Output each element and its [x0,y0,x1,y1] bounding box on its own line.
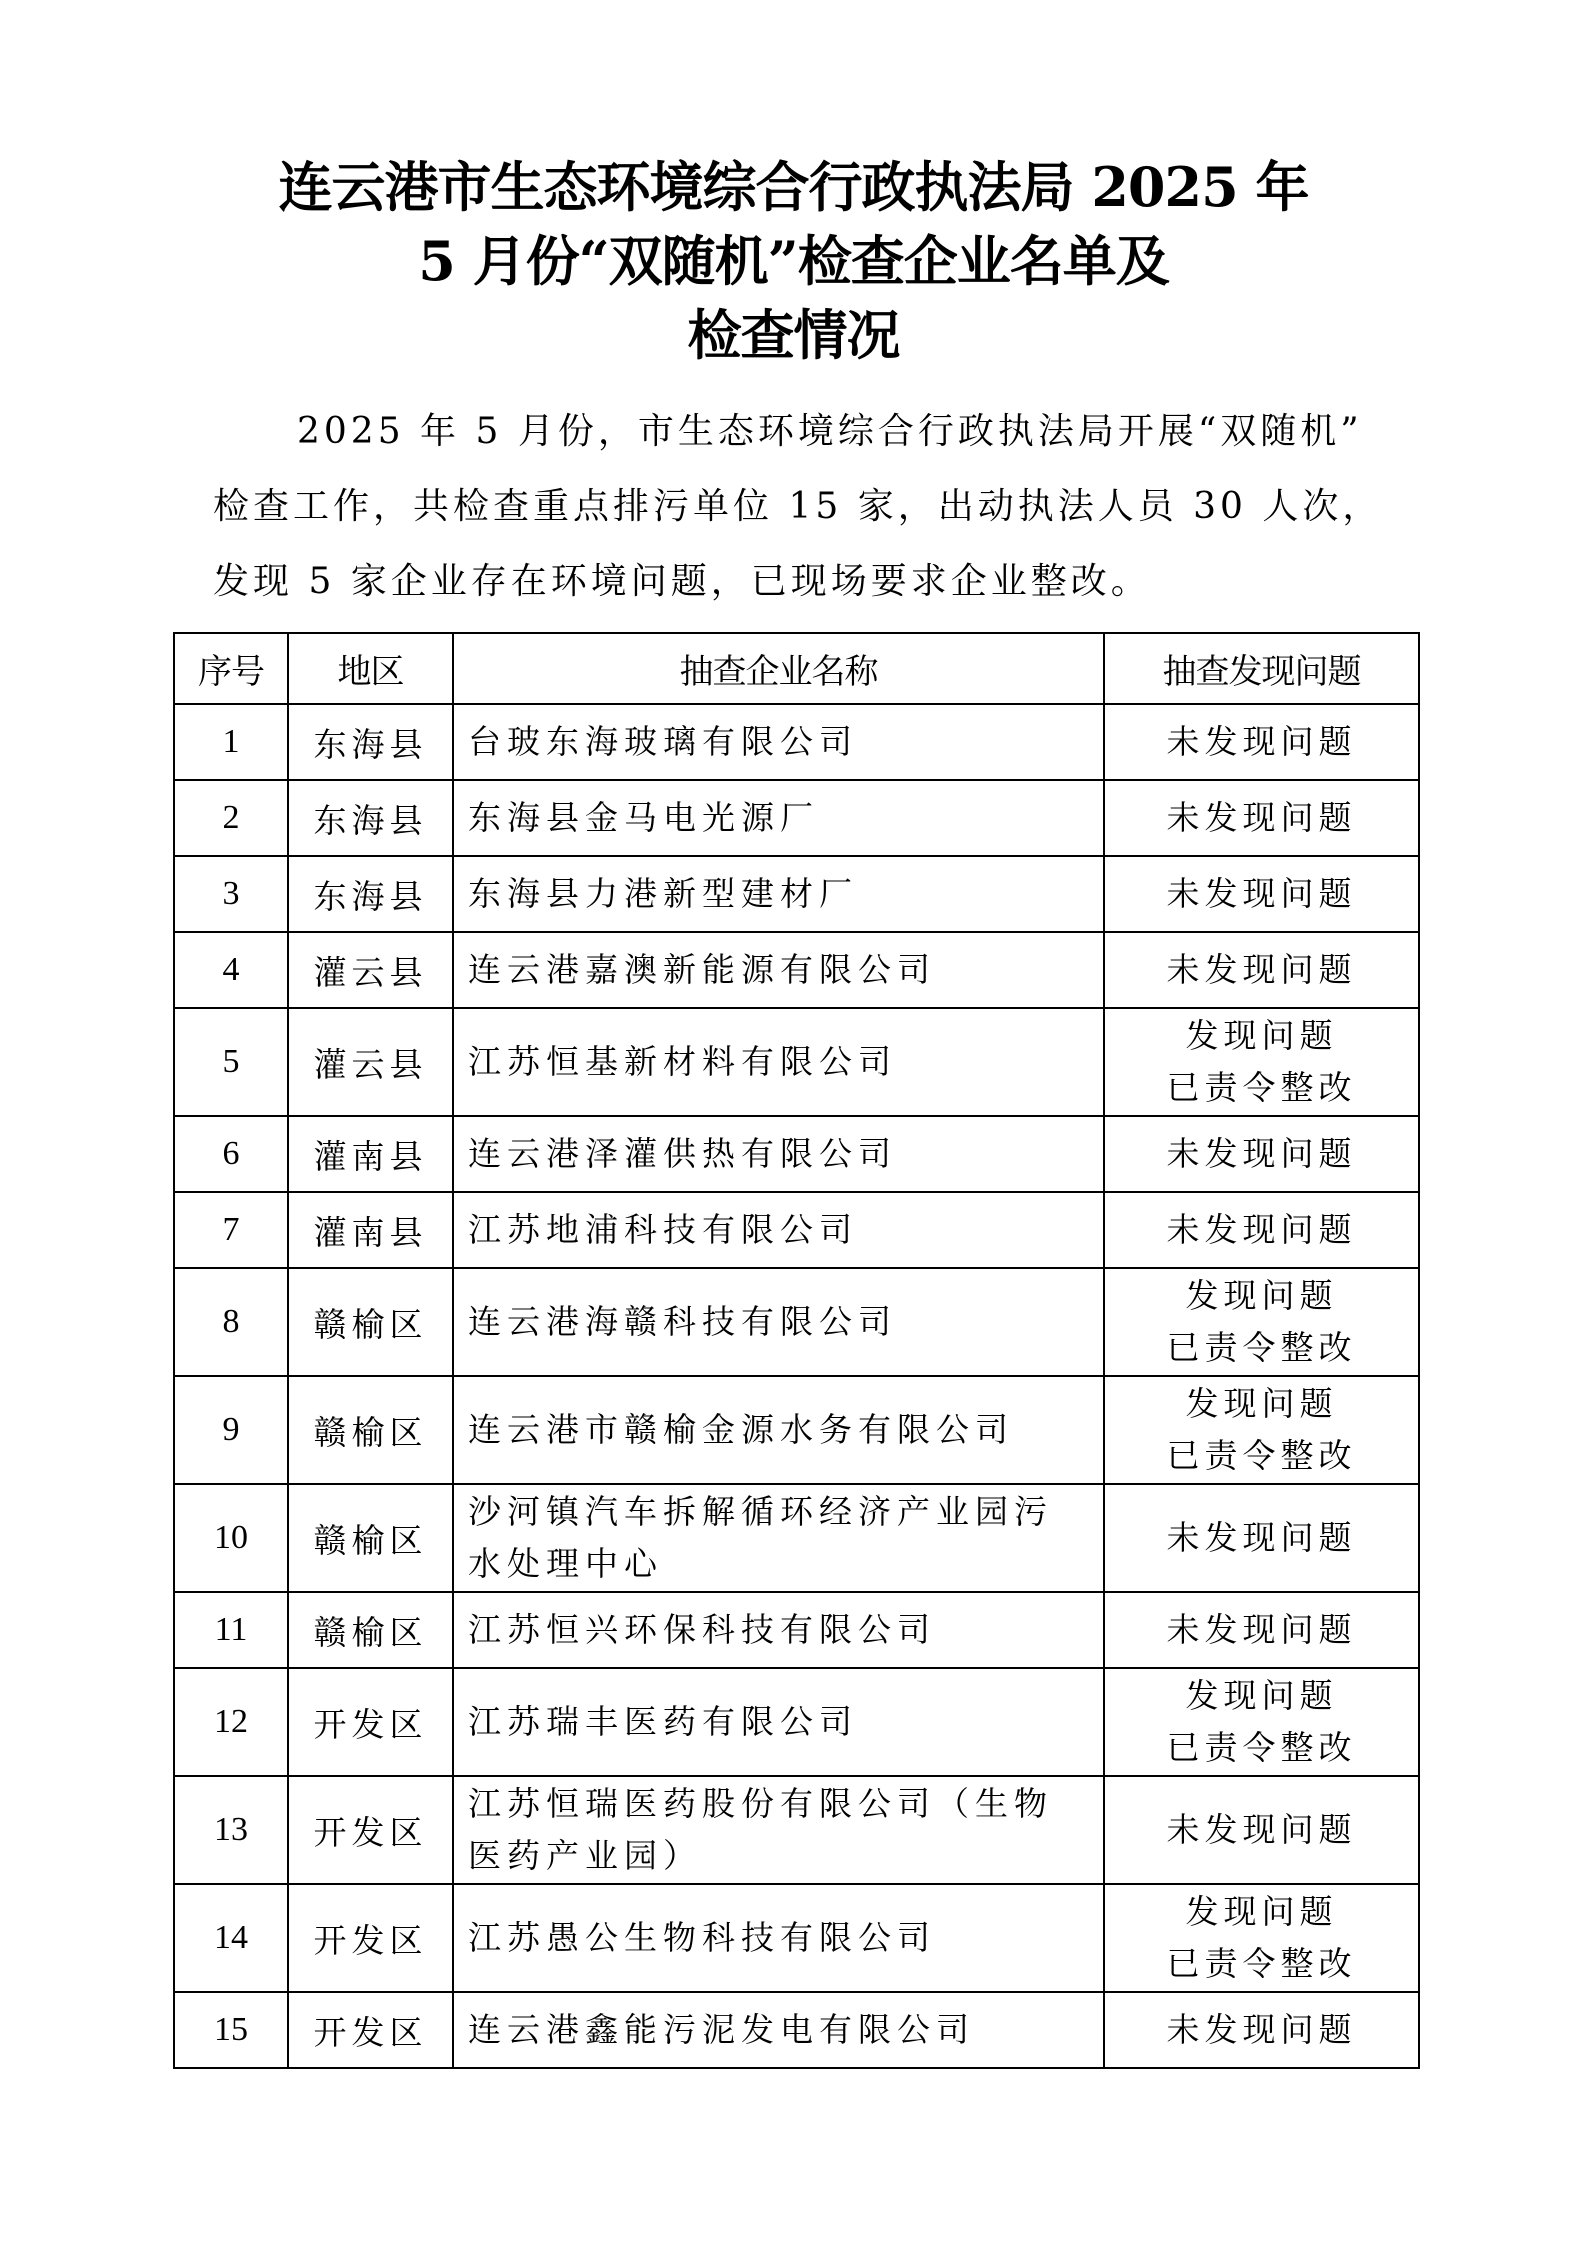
result-line: 未发现问题 [1166,950,1357,989]
cell-company [453,1884,1104,1992]
cell-region: 赣榆区 [288,1376,453,1484]
table-row [174,1592,1419,1668]
cell-company [453,704,1104,780]
intro-line-2: 检查工作，共检查重点排污单位 15 家，出动执法人员 30 人次， [213,486,1383,527]
cell-no: 15 [174,1992,288,2068]
cell-no: 9 [174,1376,288,1484]
cell-result [1104,932,1419,1008]
company-name-line: 连云港鑫能污泥发电有限公司 [468,2010,975,2049]
cell-no: 11 [174,1592,288,1668]
cell-region: 东海县 [288,856,453,932]
cell-company [453,1116,1104,1192]
cell-result [1104,1116,1419,1192]
inspection-table [173,632,1420,2069]
cell-no: 14 [174,1884,288,1992]
result-line: 未发现问题 [1166,1810,1357,1849]
cell-result [1104,1376,1419,1484]
cell-region: 灌云县 [288,932,453,1008]
cell-result [1104,1668,1419,1776]
company-name-line: 医药产业园） [468,1836,702,1875]
cell-no: 5 [174,1008,288,1116]
table-row [174,1268,1419,1376]
table-row [174,1776,1419,1884]
cell-company [453,780,1104,856]
result-line: 已责令整改 [1166,1068,1357,1107]
company-name-line: 江苏恒瑞医药股份有限公司（生物 [468,1784,1053,1823]
cell-result [1104,1008,1419,1116]
company-name-line: 水处理中心 [468,1544,663,1583]
table-row [174,1884,1419,1992]
company-name-line: 沙河镇汽车拆解循环经济产业园污 [468,1492,1053,1531]
cell-company [453,856,1104,932]
cell-no: 4 [174,932,288,1008]
cell-result [1104,780,1419,856]
result-line: 未发现问题 [1166,798,1357,837]
cell-result [1104,1992,1419,2068]
table-row [174,1668,1419,1776]
result-line: 发现问题 [1185,1892,1338,1931]
result-line: 未发现问题 [1166,874,1357,913]
cell-region: 开发区 [288,1992,453,2068]
table-row [174,932,1419,1008]
result-line: 发现问题 [1185,1676,1338,1715]
result-line: 发现问题 [1185,1276,1338,1315]
title-line-1: 连云港市生态环境综合行政执法局 2025 年 [278,155,1309,219]
table-header-row [174,633,1419,704]
table-row [174,704,1419,780]
company-name-line: 江苏愚公生物科技有限公司 [468,1918,936,1957]
cell-region: 开发区 [288,1668,453,1776]
cell-region: 灌南县 [288,1116,453,1192]
cell-result [1104,1192,1419,1268]
cell-result [1104,1592,1419,1668]
company-name-line: 东海县力港新型建材厂 [468,874,858,913]
company-name-line: 连云港海赣科技有限公司 [468,1302,897,1341]
cell-company [453,1776,1104,1884]
result-line: 未发现问题 [1166,1518,1357,1557]
cell-result [1104,1776,1419,1884]
cell-no: 3 [174,856,288,932]
table-row [174,1008,1419,1116]
cell-result [1104,704,1419,780]
company-name-line: 东海县金马电光源厂 [468,798,819,837]
company-name-line: 连云港市赣榆金源水务有限公司 [468,1410,1014,1449]
result-line: 未发现问题 [1166,1210,1357,1249]
cell-region: 灌南县 [288,1192,453,1268]
cell-no: 1 [174,704,288,780]
cell-no: 10 [174,1484,288,1592]
cell-no: 13 [174,1776,288,1884]
cell-result [1104,1884,1419,1992]
cell-result [1104,856,1419,932]
cell-company [453,932,1104,1008]
result-line: 未发现问题 [1166,1610,1357,1649]
result-line: 已责令整改 [1166,1328,1357,1367]
cell-company [453,1484,1104,1592]
table-row [174,856,1419,932]
table-row [174,780,1419,856]
company-name-line: 江苏恒基新材料有限公司 [468,1042,897,1081]
cell-company [453,1668,1104,1776]
cell-region: 灌云县 [288,1008,453,1116]
table-row [174,1192,1419,1268]
result-line: 已责令整改 [1166,1728,1357,1767]
result-line: 发现问题 [1185,1016,1338,1055]
document-title [0,150,1587,372]
table-row [174,1116,1419,1192]
cell-result [1104,1484,1419,1592]
intro-line-1: 2025 年 5 月份，市生态环境综合行政执法局开展“双随机” [297,411,1363,452]
cell-region: 开发区 [288,1776,453,1884]
company-name-line: 江苏地浦科技有限公司 [468,1210,858,1249]
result-line: 已责令整改 [1166,1944,1357,1983]
header-region: 地区 [288,633,453,704]
cell-region: 赣榆区 [288,1484,453,1592]
company-name-line: 江苏瑞丰医药有限公司 [468,1702,858,1741]
cell-company [453,1376,1104,1484]
cell-company [453,1592,1104,1668]
cell-region: 赣榆区 [288,1268,453,1376]
company-name-line: 江苏恒兴环保科技有限公司 [468,1610,936,1649]
cell-company [453,1992,1104,2068]
result-line: 已责令整改 [1166,1436,1357,1475]
cell-result [1104,1268,1419,1376]
intro-paragraph [213,394,1423,619]
table-row [174,1484,1419,1592]
header-result: 抽查发现问题 [1104,633,1419,704]
header-company: 抽查企业名称 [453,633,1104,704]
cell-region: 开发区 [288,1884,453,1992]
table-row [174,1992,1419,2068]
cell-company [453,1268,1104,1376]
title-line-2: 5 月份“双随机”检查企业名单及 [418,229,1169,293]
table-row [174,1376,1419,1484]
result-line: 未发现问题 [1166,2010,1357,2049]
cell-company [453,1192,1104,1268]
cell-region: 赣榆区 [288,1592,453,1668]
header-no: 序号 [174,633,288,704]
cell-region: 东海县 [288,704,453,780]
result-line: 未发现问题 [1166,1134,1357,1173]
company-name-line: 连云港泽灌供热有限公司 [468,1134,897,1173]
cell-no: 2 [174,780,288,856]
cell-no: 7 [174,1192,288,1268]
cell-no: 8 [174,1268,288,1376]
intro-line-3: 发现 5 家企业存在环境问题，已现场要求企业整改。 [213,561,1151,602]
result-line: 发现问题 [1185,1384,1338,1423]
title-line-3: 检查情况 [687,303,900,367]
cell-no: 6 [174,1116,288,1192]
company-name-line: 连云港嘉澳新能源有限公司 [468,950,936,989]
cell-region: 东海县 [288,780,453,856]
company-name-line: 台玻东海玻璃有限公司 [468,722,858,761]
cell-no: 12 [174,1668,288,1776]
cell-company [453,1008,1104,1116]
result-line: 未发现问题 [1166,722,1357,761]
